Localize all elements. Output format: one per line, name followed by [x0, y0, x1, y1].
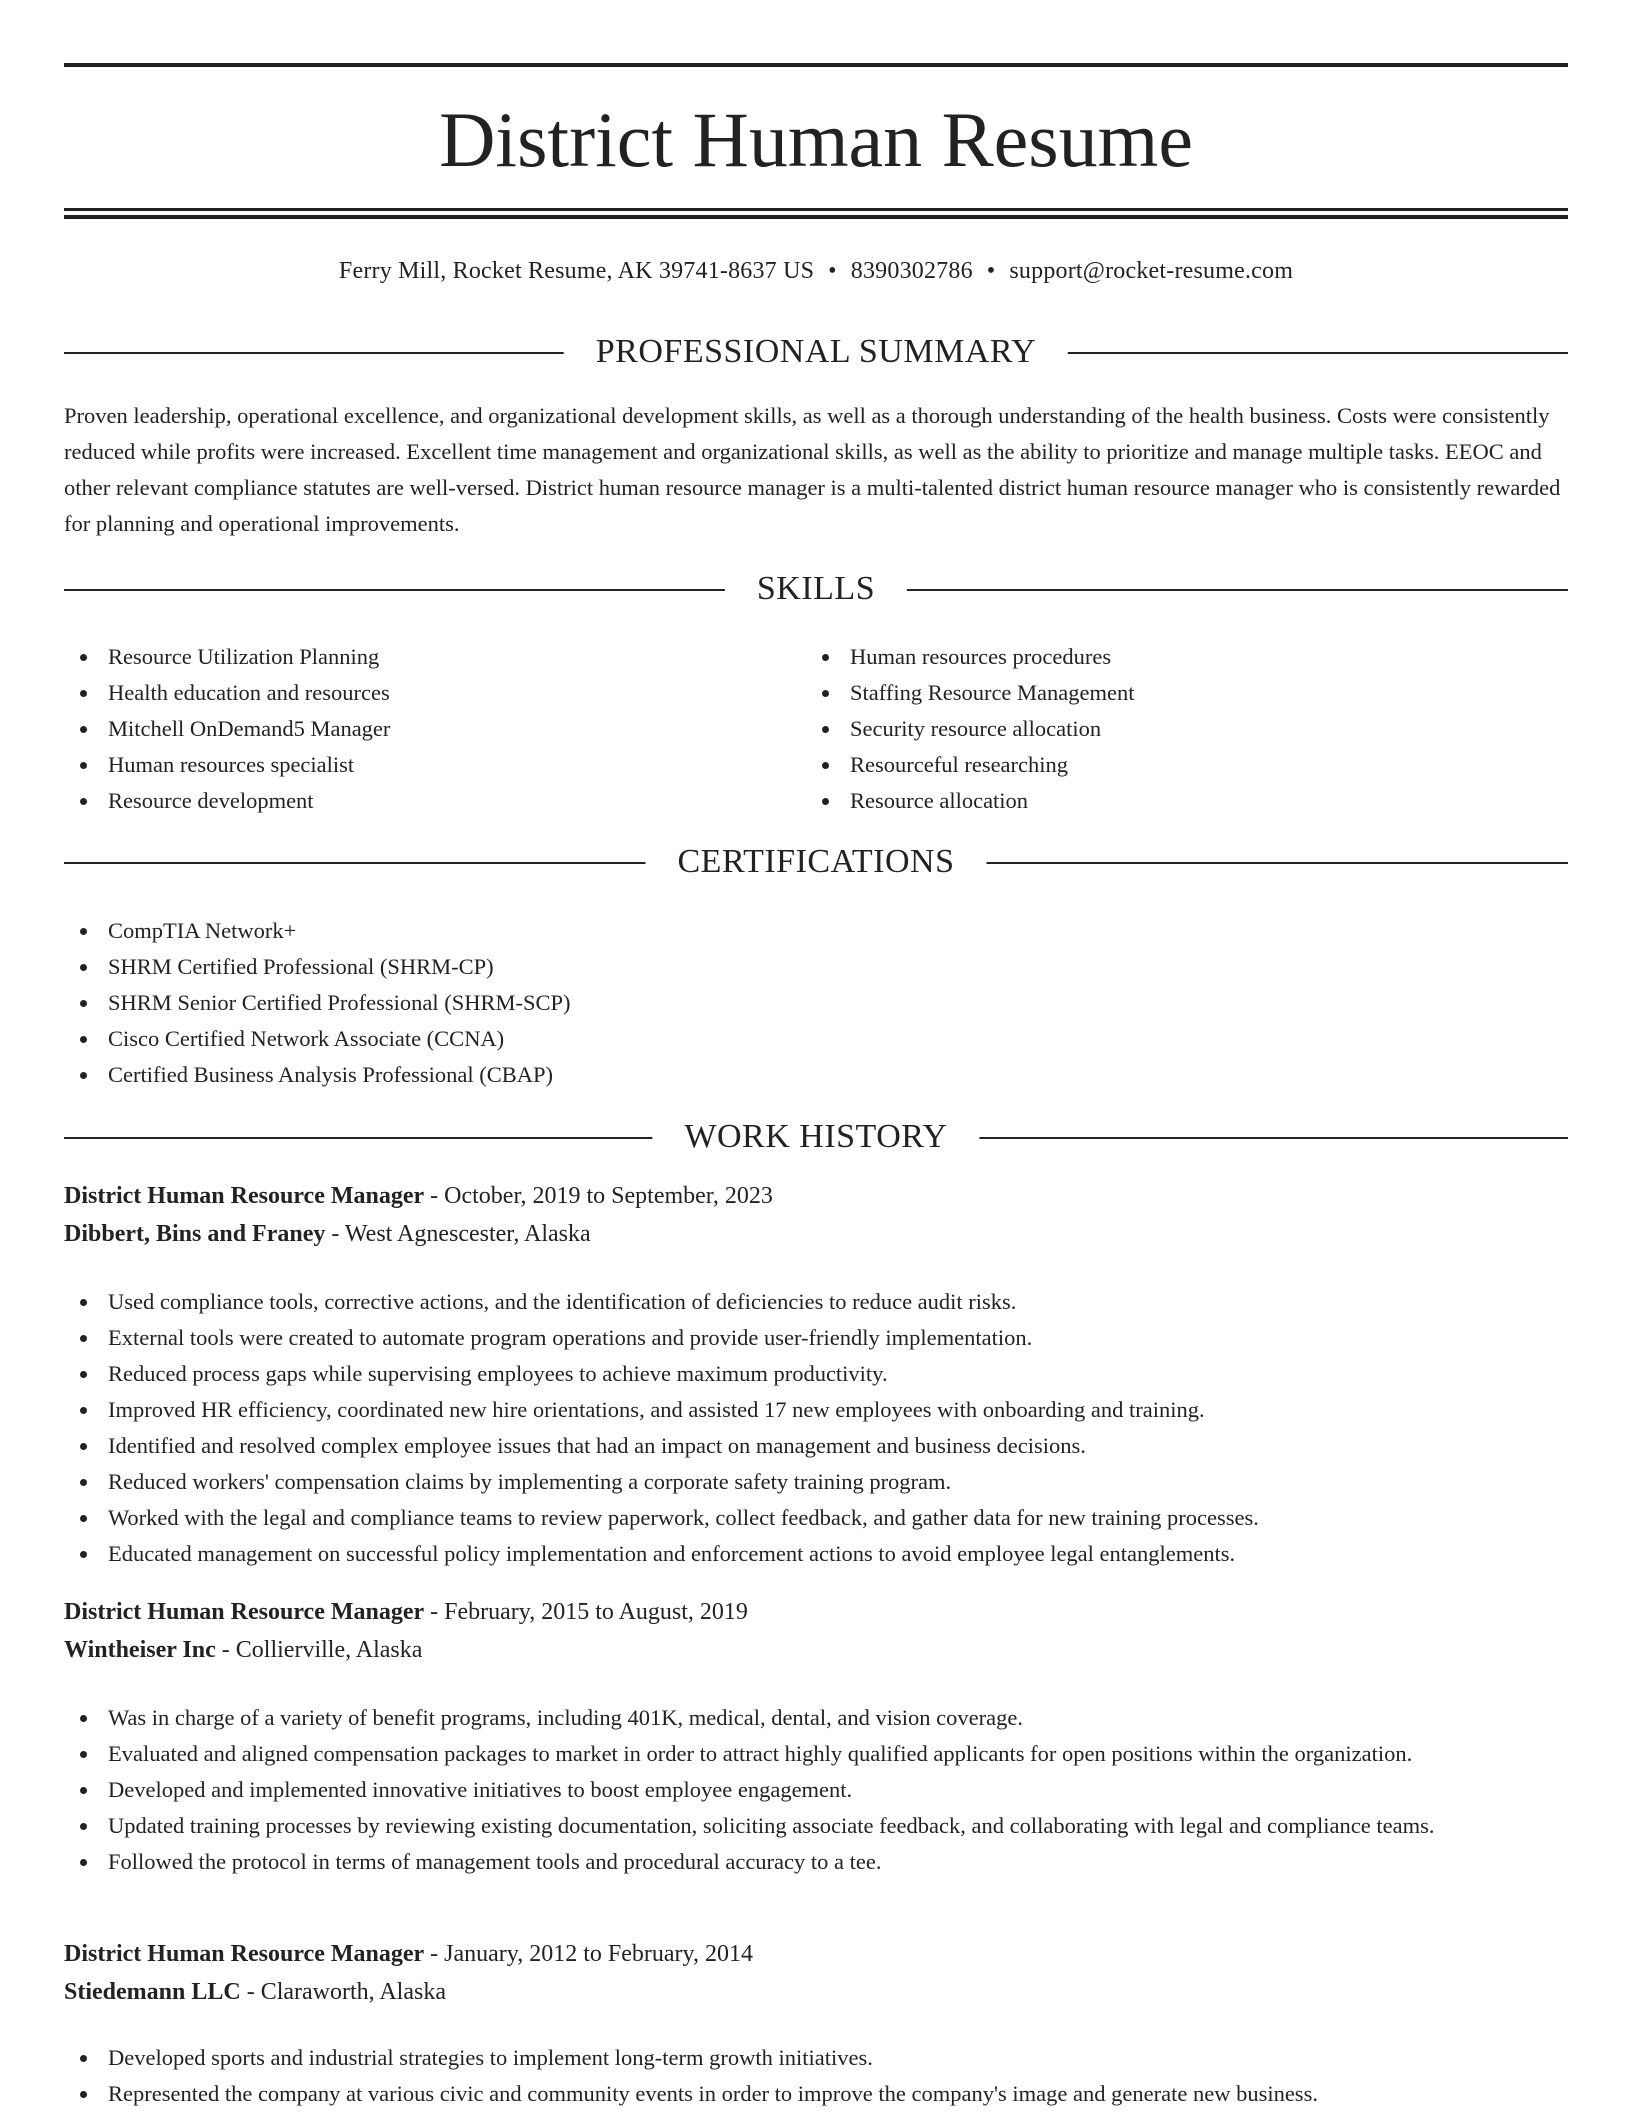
contact-separator: •: [986, 258, 996, 284]
skill-item: [806, 639, 1566, 675]
title-rule-lower: [64, 215, 1568, 219]
skill-item-text: Resource development: [108, 788, 314, 813]
bullet-dot-icon: [80, 654, 87, 661]
contact-line: [64, 254, 1568, 288]
bullet-dot-icon: [822, 654, 829, 661]
job-bullet-text: Represented the company at various civic and community events in order to improve the company's image and generate new business.: [108, 2081, 1318, 2106]
bullet-dot-icon: [80, 1407, 87, 1414]
certification-item-text: Certified Business Analysis Professional (CBAP): [108, 1062, 553, 1087]
skill-item: [64, 711, 804, 747]
job-3-bullets: [64, 2040, 1568, 2112]
skill-item-text: Human resources procedures: [850, 644, 1112, 669]
bullet-dot-icon: [80, 1299, 87, 1306]
job-bullet-text: Developed sports and industrial strategies to implement long-term growth initiatives.: [108, 2045, 873, 2070]
job-bullet: [64, 1772, 1568, 1808]
job-bullet-text: Reduced process gaps while supervising employees to achieve maximum productivity.: [108, 1361, 888, 1386]
bullet-dot-icon: [80, 1715, 87, 1722]
job-1-company-line: [64, 1216, 1568, 1252]
job-bullet-text: Updated training processes by reviewing existing documentation, soliciting associate feedback, and collaborating with legal and compliance teams.: [108, 1813, 1435, 1838]
job-bullet-text: Identified and resolved complex employee issues that had an impact on management and business decisions.: [108, 1433, 1086, 1458]
job-bullet-text: Developed and implemented innovative initiatives to boost employee engagement.: [108, 1777, 853, 1802]
job-bullet: [64, 2076, 1568, 2112]
certification-item-text: CompTIA Network+: [108, 918, 297, 943]
job-bullet-text: Worked with the legal and compliance teams to review paperwork, collect feedback, and gather data for new training processes.: [108, 1505, 1259, 1530]
skill-item-text: Human resources specialist: [108, 752, 355, 777]
bullet-dot-icon: [80, 2055, 87, 2062]
resume-title: District Human Resume: [439, 96, 1193, 183]
skill-item: [64, 675, 804, 711]
job-title: District Human Resource Manager: [64, 1183, 425, 1209]
job-bullet-text: Improved HR efficiency, coordinated new hire orientations, and assisted 17 new employees with onboarding and training.: [108, 1397, 1205, 1422]
certification-item-text: SHRM Certified Professional (SHRM-CP): [108, 954, 494, 979]
contact-phone: 8390302786: [850, 258, 973, 284]
skills-heading: SKILLS: [725, 569, 907, 609]
bullet-dot-icon: [822, 762, 829, 769]
job-2-bullets: [64, 1700, 1568, 1880]
certifications-list: [64, 913, 1568, 1093]
contact-address: Ferry Mill, Rocket Resume, AK 39741-8637 US: [338, 258, 815, 284]
skills-list-right: [806, 639, 1566, 819]
job-3-title-line: [64, 1936, 1568, 1972]
bullet-dot-icon: [80, 1515, 87, 1522]
bullet-dot-icon: [80, 1823, 87, 1830]
bullet-dot-icon: [80, 1036, 87, 1043]
skill-item-text: Security resource allocation: [850, 716, 1102, 741]
job-2-company-line: [64, 1632, 1568, 1668]
bullet-dot-icon: [80, 1551, 87, 1558]
bullet-dot-icon: [822, 798, 829, 805]
job-bullet-text: Was in charge of a variety of benefit programs, including 401K, medical, dental, and vision coverage.: [108, 1705, 1023, 1730]
bullet-dot-icon: [80, 928, 87, 935]
skill-item-text: Resource allocation: [850, 788, 1029, 813]
certification-item: [64, 1057, 1568, 1093]
certifications-heading: CERTIFICATIONS: [646, 842, 987, 882]
skill-item: [64, 783, 804, 819]
certification-item: [64, 949, 1568, 985]
skill-item-text: Resourceful researching: [850, 752, 1069, 777]
skills-section-header: [64, 569, 1568, 609]
skill-item-text: Health education and resources: [108, 680, 390, 705]
job-bullet-text: Evaluated and aligned compensation packages to market in order to attract highly qualified applicants for open positions within the organization.: [108, 1741, 1413, 1766]
bullet-dot-icon: [80, 2091, 87, 2098]
bullet-dot-icon: [80, 1859, 87, 1866]
work-heading: WORK HISTORY: [652, 1117, 979, 1157]
skill-item: [806, 783, 1566, 819]
summary-section-header: [64, 332, 1568, 372]
title-rule-upper: [64, 208, 1568, 211]
certification-item-text: SHRM Senior Certified Professional (SHRM-SCP): [108, 990, 571, 1015]
bullet-dot-icon: [80, 964, 87, 971]
certification-item: [64, 1021, 1568, 1057]
job-bullet: [64, 1808, 1568, 1844]
certifications-section-header: [64, 842, 1568, 882]
bullet-dot-icon: [80, 690, 87, 697]
bullet-dot-icon: [80, 1000, 87, 1007]
summary-text: Proven leadership, operational excellence, and organizational development skills, as well as a thorough understanding of the health business. Costs were consistently reduced while profits were increased. Excellent time management and organizational skills, as well as the ability to prioritize and manage multiple tasks. EEOC and other relevant compliance statutes are well-versed. District human resource manager is a multi-talented district human resource manager who is consistently rewarded for planning and operational improvements.: [64, 403, 1561, 536]
certification-item: [64, 985, 1568, 1021]
bullet-dot-icon: [80, 1072, 87, 1079]
bullet-dot-icon: [80, 798, 87, 805]
bullet-dot-icon: [822, 726, 829, 733]
job-bullet: [64, 1464, 1568, 1500]
work-section-header: [64, 1117, 1568, 1157]
job-bullet-text: Followed the protocol in terms of management tools and procedural accuracy to a tee.: [108, 1849, 882, 1874]
job-3-company-line: [64, 1974, 1568, 2010]
bullet-dot-icon: [80, 1371, 87, 1378]
skill-item-text: Staffing Resource Management: [850, 680, 1135, 705]
job-1-bullets: [64, 1284, 1568, 1572]
summary-heading: PROFESSIONAL SUMMARY: [564, 332, 1068, 372]
skill-item-text: Resource Utilization Planning: [108, 644, 380, 669]
job-title: District Human Resource Manager: [64, 1599, 425, 1625]
job-company: Dibbert, Bins and Franey: [64, 1221, 326, 1247]
bullet-dot-icon: [80, 1751, 87, 1758]
contact-email: support@rocket-resume.com: [1009, 258, 1294, 284]
job-title: District Human Resource Manager: [64, 1941, 425, 1967]
skill-item: [64, 747, 804, 783]
job-bullet-text: Used compliance tools, corrective actions, and the identification of deficiencies to reduce audit risks.: [108, 1289, 1017, 1314]
job-bullet: [64, 1536, 1568, 1572]
job-bullet: [64, 1844, 1568, 1880]
job-dates: - October, 2019 to September, 2023: [424, 1183, 773, 1209]
bullet-dot-icon: [80, 1787, 87, 1794]
bullet-dot-icon: [80, 762, 87, 769]
job-location: - West Agnescester, Alaska: [325, 1221, 591, 1247]
bullet-dot-icon: [80, 726, 87, 733]
job-bullet: [64, 1320, 1568, 1356]
job-dates: - January, 2012 to February, 2014: [424, 1941, 753, 1967]
job-bullet: [64, 1428, 1568, 1464]
job-bullet: [64, 1392, 1568, 1428]
certification-item-text: Cisco Certified Network Associate (CCNA): [108, 1026, 505, 1051]
job-bullet: [64, 1736, 1568, 1772]
contact-separator: •: [828, 258, 837, 284]
job-2-title-line: [64, 1594, 1568, 1630]
skill-item: [64, 639, 804, 675]
job-bullet: [64, 1284, 1568, 1320]
job-bullet: [64, 1700, 1568, 1736]
bullet-dot-icon: [80, 1443, 87, 1450]
job-bullet: [64, 1356, 1568, 1392]
certification-item: [64, 913, 1568, 949]
job-bullet-text: External tools were created to automate program operations and provide user-friendly implementation.: [108, 1325, 1033, 1350]
bullet-dot-icon: [822, 690, 829, 697]
skill-item: [806, 711, 1566, 747]
job-location: - Claraworth, Alaska: [240, 1979, 446, 2005]
top-rule: [64, 63, 1568, 67]
job-dates: - February, 2015 to August, 2019: [424, 1599, 748, 1625]
bullet-dot-icon: [80, 1479, 87, 1486]
skills-list-left: [64, 639, 804, 819]
job-bullet: [64, 1500, 1568, 1536]
job-bullet-text: Reduced workers' compensation claims by implementing a corporate safety training program.: [108, 1469, 952, 1494]
job-company: Stiedemann LLC: [64, 1979, 241, 2005]
skill-item: [806, 675, 1566, 711]
skill-item-text: Mitchell OnDemand5 Manager: [108, 716, 391, 741]
job-bullet-text: Educated management on successful policy implementation and enforcement actions to avoid employee legal entanglements.: [108, 1541, 1236, 1566]
bullet-dot-icon: [80, 1335, 87, 1342]
job-company: Wintheiser Inc: [64, 1637, 216, 1663]
job-bullet: [64, 2040, 1568, 2076]
job-location: - Collierville, Alaska: [215, 1637, 423, 1663]
job-1-title-line: [64, 1178, 1568, 1214]
skill-item: [806, 747, 1566, 783]
